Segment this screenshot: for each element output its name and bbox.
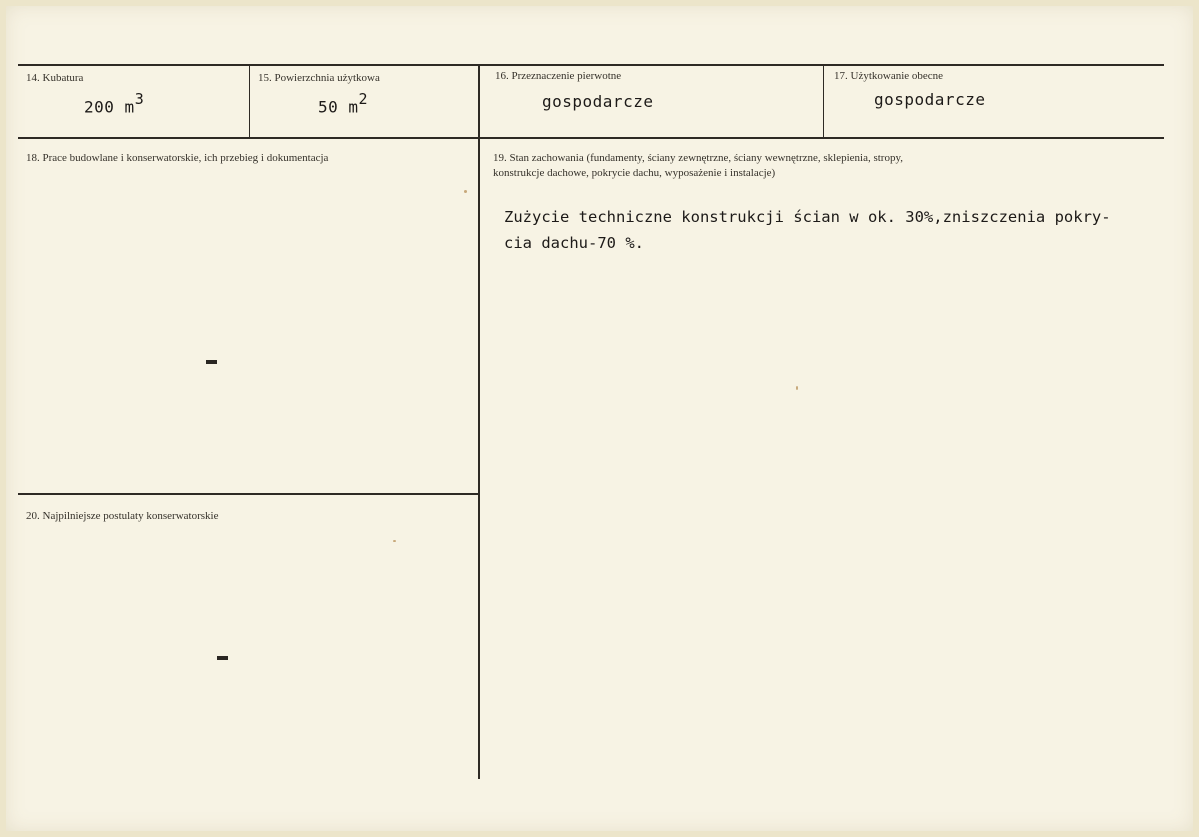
row-divider xyxy=(18,137,1164,139)
paper-speck xyxy=(796,386,798,390)
field-15-label: 15. Powierzchnia użytkowa xyxy=(258,72,380,84)
field-14-number: 200 xyxy=(84,97,115,117)
field-19-value-line2: cia dachu-70 %. xyxy=(504,234,644,252)
field-14-unit: m xyxy=(124,97,135,117)
field-20-label: 20. Najpilniejsze postulaty konserwatorskie xyxy=(26,510,219,522)
col-divider-1 xyxy=(249,64,250,138)
field-16-value: gospodarcze xyxy=(542,92,654,111)
field-15-unit: m xyxy=(348,97,359,117)
paper-speck xyxy=(393,540,396,542)
left-divider xyxy=(18,493,478,495)
field-15-value xyxy=(318,92,368,116)
field-14-value xyxy=(84,92,144,116)
field-18-label: 18. Prace budowlane i konserwatorskie, ich przebieg i dokumentacja xyxy=(26,152,329,164)
field-20-dash xyxy=(217,656,228,660)
paper-speck xyxy=(464,190,467,193)
field-17-label: 17. Użytkowanie obecne xyxy=(834,70,944,82)
field-19-value-line1: Zużycie techniczne konstrukcji ścian w ok. 30%,zniszczenia pokry- xyxy=(504,208,1111,226)
field-18-dash xyxy=(206,360,217,364)
col-divider-2 xyxy=(478,64,480,779)
field-16-label: 16. Przeznaczenie pierwotne xyxy=(495,70,622,82)
field-14-exponent: 3 xyxy=(134,90,145,108)
field-17-value: gospodarcze xyxy=(874,90,986,109)
field-15-number: 50 xyxy=(318,97,339,117)
top-rule xyxy=(18,64,1164,66)
field-19-label-line2: konstrukcje dachowe, pokrycie dachu, wyposażenie i instalacje) xyxy=(493,167,776,179)
col-divider-3 xyxy=(823,64,824,138)
field-15-exponent: 2 xyxy=(358,90,369,108)
field-14-label: 14. Kubatura xyxy=(26,72,84,84)
field-19-label-line1: 19. Stan zachowania (fundamenty, ściany zewnętrzne, ściany wewnętrzne, sklepienia, stropy, xyxy=(493,152,904,164)
